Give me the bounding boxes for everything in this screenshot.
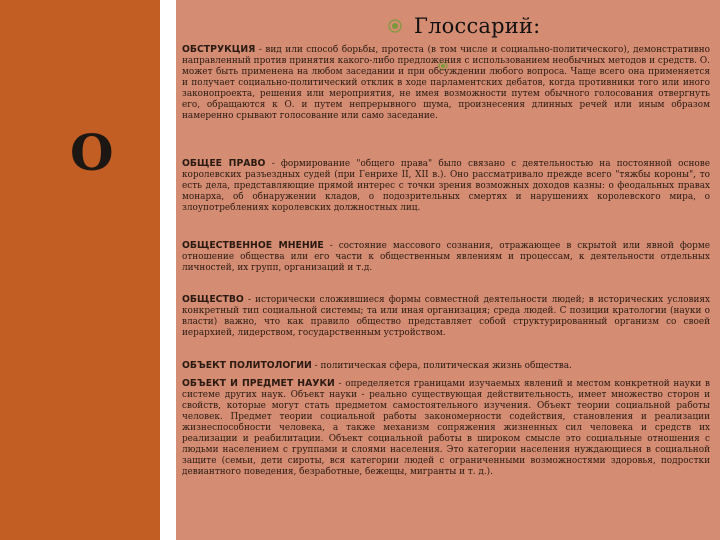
glossary-entry: [182, 294, 710, 339]
entry-definition: - политическая сфера, политическая жизнь общества.: [311, 361, 572, 371]
section-letter: О: [70, 123, 114, 182]
page-title: Глоссарий:: [414, 14, 541, 38]
glossary-entry: [182, 44, 710, 122]
entry-definition: - исторически сложившиеся формы совместной деятельности людей; в исторических условиях конкретный тип социальной системы; та или иная организация; среда людей. С позиции кратологии (науки о власти) важно, что как правило общество представляет собой структурированный организм со своей иерархией, лидерством, государственным устройством.: [182, 295, 710, 338]
entry-term: ОБСТРУКЦИЯ: [182, 44, 256, 55]
glossary-entry: [182, 360, 710, 372]
glossary-entry: [182, 158, 710, 214]
glossary-entry: [182, 240, 710, 274]
entry-definition: - формирование "общего права" было связано с деятельностью на постоянной основе королевских разъездных судей (при Генрихе II, XII в.). Оно рассматривало прежде всего "тяжбы короны", то есть дела, представляющие прямой интерес с точки зрения возможных доходов казны: о феодальных правах монарха, об обнаружении кладов, о подозрительных смертях и нарушениях королевского мира, о злоупотреблениях королевских должностных лиц.: [182, 159, 710, 213]
entry-definition: - состояние массового сознания, отражающее в скрытой или явной форме отношение общества или его части к общественным явлениям и процессам, к деятельности отдельных личностей, их групп, организаций и т.д.: [182, 241, 710, 273]
entry-term: ОБЪЕКТ И ПРЕДМЕТ НАУКИ: [182, 378, 335, 389]
entry-definition: - вид или способ борьбы, протеста (в том числе и социально-политического), демонстративно направленный против принятия какого-либо предложения с использованием необычных методов и средств. О. может быть применена на любом заседании и при обсуждении любого вопроса. Чаще всего она применяется и получает социально-политический отклик в ходе парламентских дебатов, когда противники того или иного законопроекта, решения или мероприятия, не имея возможности путем обычного голосования отвергнуть его, обращаются к О. и путем непрерывного шума, произнесения длинных речей или иным образом намеренно срывают голосование или само заседание.: [182, 45, 710, 121]
entry-term: ОБЩЕЕ ПРАВО: [182, 158, 266, 169]
side-panel: [0, 0, 160, 540]
bullet-icon: [388, 19, 402, 33]
entry-term: ОБЪЕКТ ПОЛИТОЛОГИИ: [182, 360, 312, 371]
entry-term: ОБЩЕСТВЕННОЕ МНЕНИЕ: [182, 240, 324, 251]
title-row: [388, 14, 540, 38]
entry-term: ОБЩЕСТВО: [182, 294, 244, 305]
entry-definition: - определяется границами изучаемых явлений и местом конкретной науки в системе других наук. Объект науки - реально существующая действительность, имеет множество сторон и свойств, которые могут стать предметом самостоятельного изучения. Объект теории социальной работы человек. Предмет теории социальной работы закономерности содействия, становления и реализации жизнеспособности человека, а также механизм сопряжения жизненных сил человека и средств их реализации и реабилитации. Объект социальной работы в широком смысле это социальные отношения с людьми населением с группами и слоями населения. Это категории населения нуждающиеся в социальной защите (семьи, дети сироты, вся категории людей с ограниченными возможностями здоровья, подростки девиантного поведения, безработные, бежещы, мигранты и т. д.).: [182, 379, 710, 477]
glossary-entry: [182, 378, 710, 478]
